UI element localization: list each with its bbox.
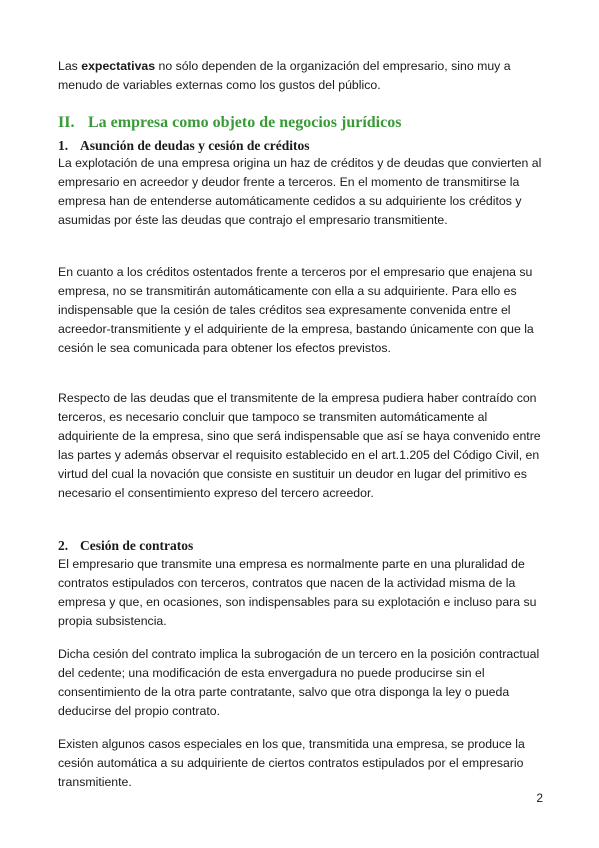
subsection-title-2: Cesión de contratos	[80, 538, 194, 553]
paragraph-5: Dicha cesión del contrato implica la subrogación de un tercero en la posición contractual del cedente; una modificación de esta envergadura no puede producirse sin el consentimiento de la otra parte contratante, salvo que otra disponga la ley o pueda deducirse del propio contrato.	[58, 647, 540, 718]
subsection-heading-2	[58, 537, 548, 555]
intro-text-end: no sólo dependen de la organización del empresario, sino muy a menudo de variables externas como los gustos del público.	[58, 59, 511, 92]
paragraph-4: El empresario que transmite una empresa es normalmente parte en una pluralidad de contratos estipulados con terceros, contratos que nacen de la actividad misma de la empresa y que, en ocasiones, son indispensables para su explotación e incluso para su propia subsistencia.	[58, 557, 537, 628]
page-number: 2	[536, 791, 543, 805]
paragraph-6: Existen algunos casos especiales en los que, transmitida una empresa, se produce la cesión automática a su adquiriente de ciertos contratos estipulados por el empresario transmitiente.	[58, 737, 525, 789]
section-heading	[58, 113, 548, 133]
subsection-number-1: 1.	[58, 138, 69, 153]
paragraph-3: Respecto de las deudas que el transmitente de la empresa pudiera haber contraído con terceros, es necesario concluir que tampoco se transmiten automáticamente al adquiriente de la empresa, sino que será indispensable que así se haya convenido entre las partes y además observar el requisito establecido en el art.1.205 del Código Civil, en virtud del cual la novación que consiste en sustituir un deudor en lugar del primitivo es necesario el consentimiento expreso del tercero acreedor.	[58, 391, 541, 500]
section-title: La empresa como objeto de negocios jurídicos	[88, 114, 402, 131]
intro-bold-term: expectativas	[81, 59, 156, 73]
section-number: II.	[58, 114, 75, 131]
paragraph-1: La explotación de una empresa origina un haz de créditos y de deudas que convierten al empresario en acreedor y deudor frente a terceros. En el momento de transmitirse la empresa han de entenderse automáticamente cedidos a su adquiriente los créditos y asumidas por éste las deudas que contrajo el empresario transmitiente.	[58, 156, 542, 227]
intro-text-start: Las	[58, 59, 82, 73]
subsection-heading-1	[58, 137, 548, 155]
intro-paragraph	[58, 57, 544, 95]
subsection-title-1: Asunción de deudas y cesión de créditos	[80, 138, 310, 153]
paragraph-2: En cuanto a los créditos ostentados frente a terceros por el empresario que enajena su empresa, no se transmitirán automáticamente con ella a su adquiriente. Para ello es indispensable que la cesión de tales créditos sea expresamente convenida entre el acreedor-transmitiente y el adquiriente de la empresa, bastando únicamente con que la cesión le sea comunicada para obtener los efectos previstos.	[58, 265, 534, 355]
subsection-number-2: 2.	[58, 538, 69, 553]
